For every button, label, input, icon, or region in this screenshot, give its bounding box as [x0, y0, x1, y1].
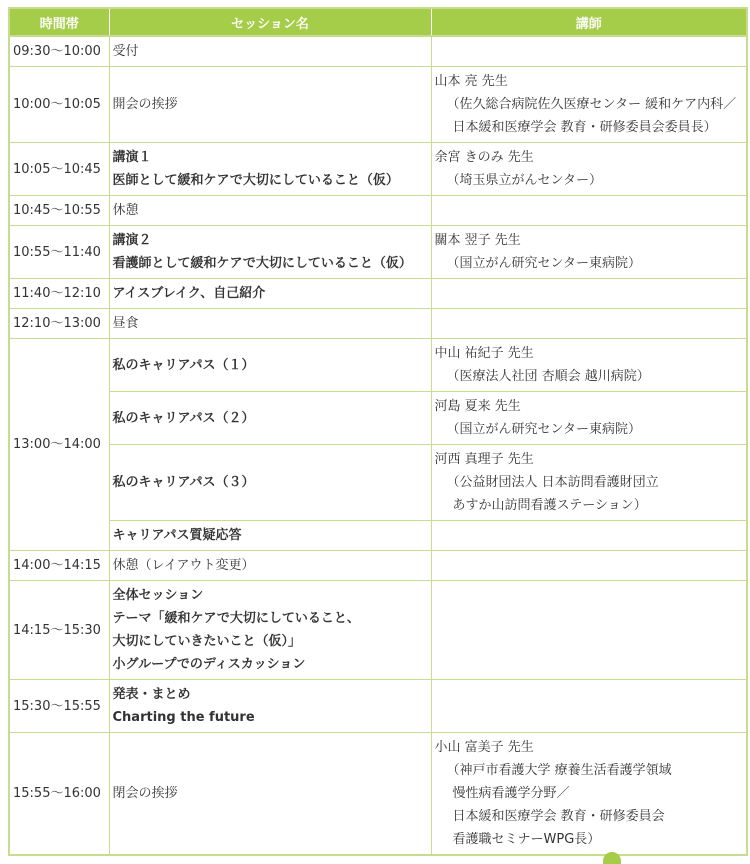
lecturer-name: 山本 亮 先生	[434, 74, 508, 89]
session-cell: 休憩	[109, 196, 431, 226]
lecturer-affiliation: （神戸市看護大学 療養生活看護学領域	[446, 763, 672, 778]
session-line: テーマ「緩和ケアで大切にしていること、	[112, 611, 360, 626]
lecture-title: 看護師として緩和ケアで大切にしていること（仮）	[112, 256, 412, 271]
session-cell: キャリアパス質疑応答	[109, 521, 431, 551]
lecturer-affiliation: （国立がん研究センター東病院）	[446, 256, 641, 271]
time-cell: 10:55～11:40	[9, 226, 109, 279]
session-cell: 私のキャリアパス（３）	[109, 445, 431, 521]
scroll-to-top-button[interactable]	[603, 852, 621, 864]
time-cell: 14:15～15:30	[9, 581, 109, 680]
table-row	[9, 143, 747, 196]
lecturer-name: 小山 富美子 先生	[434, 740, 534, 755]
table-row	[9, 680, 747, 733]
session-cell: アイスブレイク、自己紹介	[109, 279, 431, 309]
table-row	[9, 445, 747, 521]
lecturer-name: 中山 祐紀子 先生	[434, 346, 534, 361]
time-cell: 10:05～10:45	[9, 143, 109, 196]
lecturer-cell	[431, 445, 747, 521]
lecturer-name: 余宮 きのみ 先生	[434, 150, 534, 165]
lecturer-cell	[431, 521, 747, 551]
time-cell: 09:30～10:00	[9, 36, 109, 67]
lecturer-affiliation: 慢性病看護学分野／	[452, 786, 570, 801]
lecturer-cell	[431, 680, 747, 733]
lecturer-cell	[431, 226, 747, 279]
table-row	[9, 309, 747, 339]
lecturer-cell	[431, 309, 747, 339]
lecturer-affiliation: 日本緩和医療学会 教育・研修委員会	[452, 809, 665, 824]
lecture-title: 医師として緩和ケアで大切にしていること（仮）	[112, 173, 399, 188]
table-row	[9, 196, 747, 226]
session-cell: 休憩（レイアウト変更）	[109, 551, 431, 581]
time-cell: 14:00～14:15	[9, 551, 109, 581]
session-cell: 閉会の挨拶	[109, 733, 431, 856]
session-cell	[109, 581, 431, 680]
lecturer-cell	[431, 196, 747, 226]
session-cell: 私のキャリアパス（１）	[109, 339, 431, 392]
lecturer-cell	[431, 143, 747, 196]
session-cell: 昼食	[109, 309, 431, 339]
lecturer-cell	[431, 339, 747, 392]
session-cell: 開会の挨拶	[109, 67, 431, 143]
lecturer-affiliation: （公益財団法人 日本訪問看護財団立	[446, 475, 659, 490]
lecturer-cell	[431, 733, 747, 856]
time-cell: 15:55～16:00	[9, 733, 109, 856]
lecturer-cell	[431, 392, 747, 445]
time-cell: 11:40～12:10	[9, 279, 109, 309]
header-time: 時間帯	[9, 8, 109, 36]
time-cell: 15:30～15:55	[9, 680, 109, 733]
table-row	[9, 279, 747, 309]
lecturer-cell	[431, 551, 747, 581]
lecture-number: 講演２	[112, 233, 152, 248]
lecturer-name: 關本 翌子 先生	[434, 233, 521, 248]
lecturer-affiliation: （国立がん研究センター東病院）	[446, 422, 641, 437]
lecture-number: 講演１	[112, 150, 152, 165]
lecturer-cell	[431, 279, 747, 309]
session-cell	[109, 226, 431, 279]
session-cell	[109, 143, 431, 196]
lecturer-cell	[431, 36, 747, 67]
session-line: 大切にしていきたいこと（仮）」	[112, 634, 302, 649]
table-row	[9, 521, 747, 551]
lecturer-affiliation: （医療法人社団 杏順会 越川病院）	[446, 369, 650, 384]
table-row	[9, 67, 747, 143]
session-cell: 受付	[109, 36, 431, 67]
time-cell: 10:45～10:55	[9, 196, 109, 226]
header-lecturer: 講師	[431, 8, 747, 36]
session-line: Charting the future	[112, 710, 255, 725]
session-cell: 私のキャリアパス（２）	[109, 392, 431, 445]
lecturer-name: 河島 夏来 先生	[434, 399, 521, 414]
schedule-table	[8, 7, 748, 856]
table-row	[9, 392, 747, 445]
table-row	[9, 226, 747, 279]
header-session: セッション名	[109, 8, 431, 36]
time-cell: 10:00～10:05	[9, 67, 109, 143]
lecturer-affiliation: （埼玉県立がんセンター）	[446, 173, 602, 188]
lecturer-affiliation: （佐久総合病院佐久医療センター 緩和ケア内科／	[446, 97, 737, 112]
lecturer-affiliation: 看護職セミナーWPG長）	[452, 832, 601, 847]
lecturer-cell	[431, 581, 747, 680]
table-row	[9, 551, 747, 581]
lecturer-affiliation: あすか山訪問看護ステーション）	[452, 498, 647, 513]
table-row	[9, 339, 747, 392]
session-line: 全体セッション	[112, 588, 204, 603]
header-row	[9, 8, 747, 36]
lecturer-name: 河西 真理子 先生	[434, 452, 534, 467]
lecturer-cell	[431, 67, 747, 143]
table-row	[9, 581, 747, 680]
session-cell	[109, 680, 431, 733]
table-row	[9, 733, 747, 856]
time-cell: 13:00～14:00	[9, 339, 109, 551]
session-line: 小グループでのディスカッション	[112, 657, 306, 672]
session-line: 発表・まとめ	[112, 687, 191, 702]
time-cell: 12:10～13:00	[9, 309, 109, 339]
lecturer-affiliation: 日本緩和医療学会 教育・研修委員会委員長）	[452, 120, 717, 135]
table-row	[9, 36, 747, 67]
